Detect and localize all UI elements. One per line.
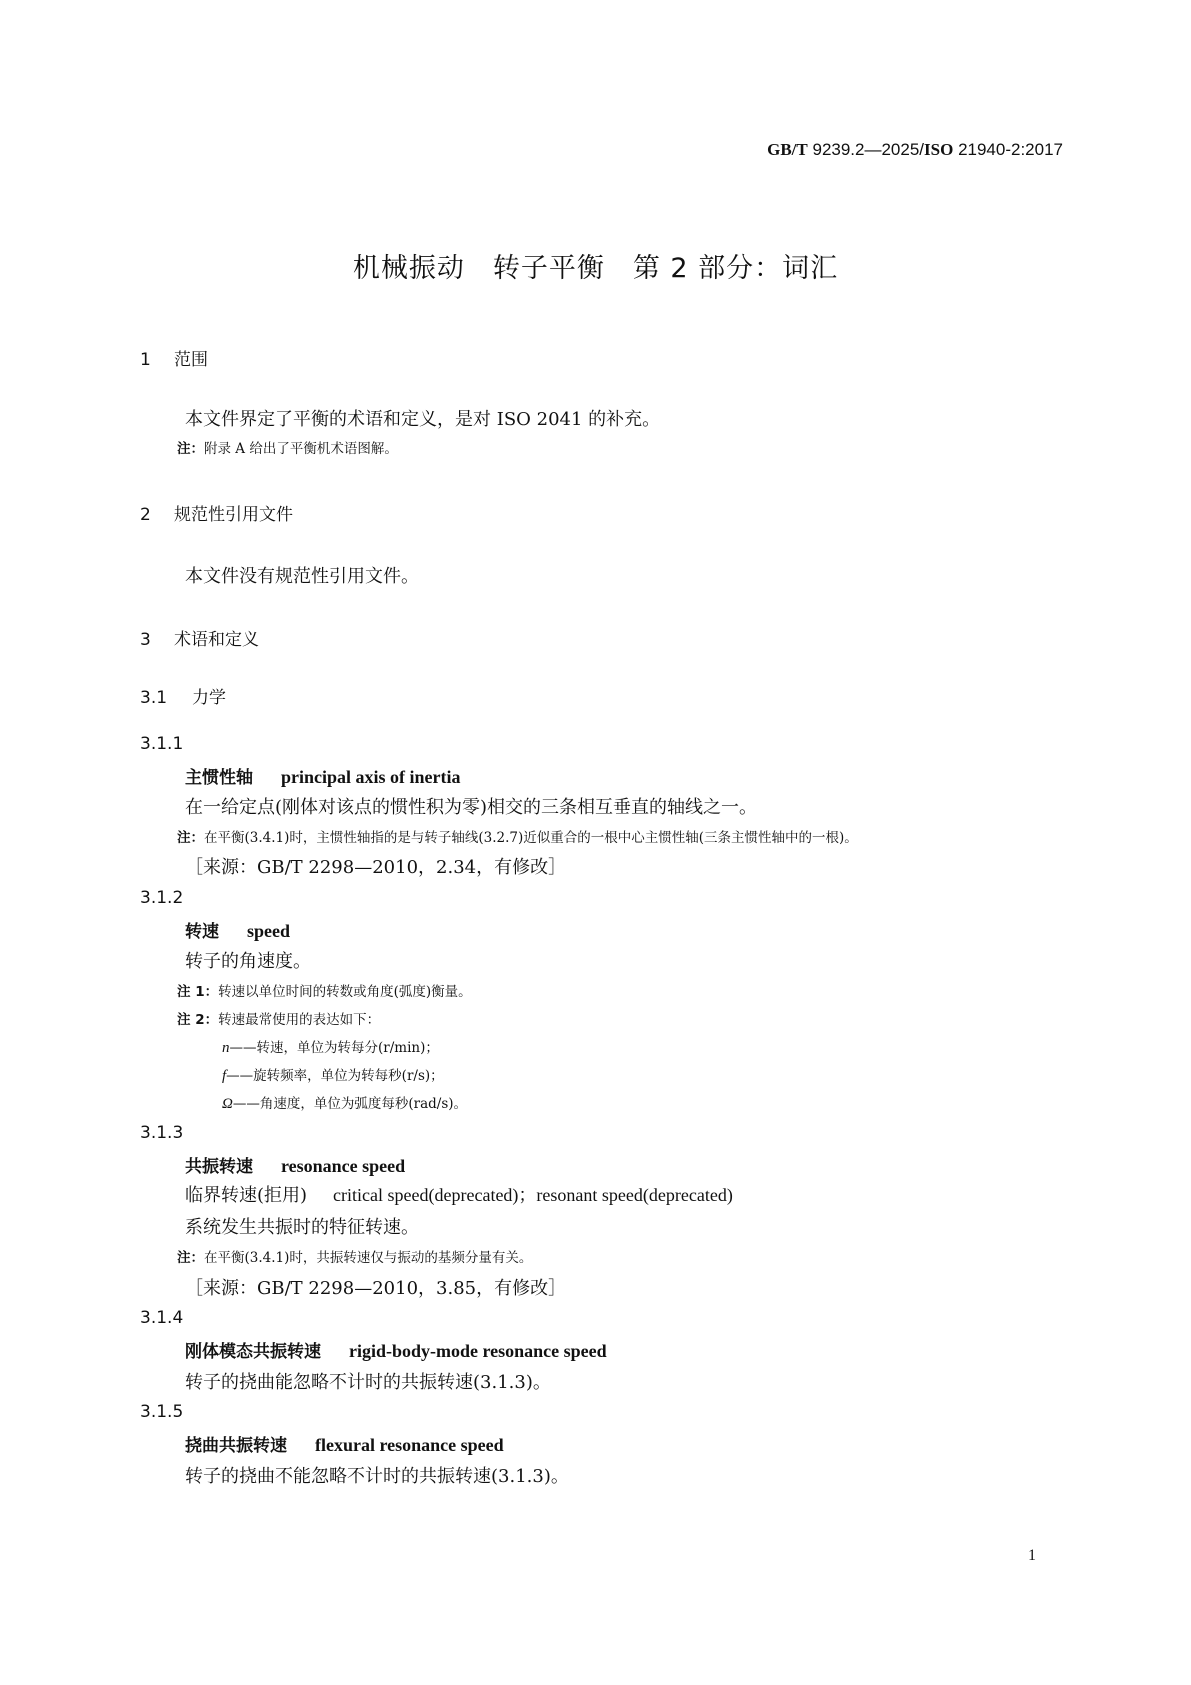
section-1-heading: 1 范围 — [140, 350, 208, 370]
section-3-heading: 3 术语和定义 — [140, 630, 259, 650]
term-3-1-4: 刚体模态共振转速 rigid-body-mode resonance speed — [185, 1341, 607, 1362]
section-2-paragraph: 本文件没有规范性引用文件。 — [185, 566, 419, 587]
symbol-omega-row: Ω——角速度，单位为弧度每秒(rad/s)。 — [222, 1096, 468, 1112]
term-3-1-5: 挠曲共振转速 flexural resonance speed — [185, 1435, 504, 1456]
section-2-heading: 2 规范性引用文件 — [140, 505, 293, 525]
document-title: 机械振动 转子平衡 第 2 部分：词汇 — [352, 253, 839, 284]
term-3-1-3-deprecated: 临界转速(拒用) critical speed(deprecated)；resonant speed(deprecated) — [185, 1185, 733, 1206]
term-3-1-1-definition: 在一给定点(刚体对该点的惯性积为零)相交的三条相互垂直的轴线之一。 — [185, 797, 758, 818]
section-3-1-heading: 3.1 力学 — [140, 688, 226, 708]
term-3-1-4-definition: 转子的挠曲能忽略不计时的共振转速(3.1.3)。 — [185, 1372, 551, 1393]
term-3-1-3: 共振转速 resonance speed — [185, 1156, 406, 1177]
term-3-1-1-number: 3.1.1 — [140, 734, 184, 754]
term-3-1-3-number: 3.1.3 — [140, 1123, 184, 1143]
term-3-1-5-number: 3.1.5 — [140, 1402, 184, 1422]
section-1-paragraph: 本文件界定了平衡的术语和定义，是对 ISO 2041 的补充。 — [185, 409, 661, 430]
term-3-1-4-number: 3.1.4 — [140, 1308, 184, 1328]
standard-code: GB/T 9239.2—2025/ISO 21940-2:2017 — [767, 140, 1063, 159]
term-3-1-1-note: 注：在平衡(3.4.1)时，主惯性轴指的是与转子轴线(3.2.7)近似重合的一根中心主惯性轴(三条主惯性轴中的一根)。 — [177, 830, 858, 846]
term-3-1-3-source: ［来源：GB/T 2298—2010，3.85，有修改］ — [185, 1278, 567, 1299]
term-3-1-2-number: 3.1.2 — [140, 888, 184, 908]
symbol-f-row: f——旋转频率，单位为转每秒(r/s)； — [222, 1068, 444, 1084]
term-3-1-2-note-1: 注 1：转速以单位时间的转数或角度(弧度)衡量。 — [177, 984, 472, 1000]
term-3-1-2: 转速 speed — [185, 921, 291, 942]
term-3-1-5-definition: 转子的挠曲不能忽略不计时的共振转速(3.1.3)。 — [185, 1466, 569, 1487]
term-3-1-1-source: ［来源：GB/T 2298—2010，2.34，有修改］ — [185, 857, 567, 878]
term-3-1-3-note: 注：在平衡(3.4.1)时，共振转速仅与振动的基频分量有关。 — [177, 1250, 533, 1266]
page-number: 1 — [1028, 1547, 1036, 1564]
term-3-1-3-definition: 系统发生共振时的特征转速。 — [185, 1217, 419, 1238]
term-3-1-1: 主惯性轴 principal axis of inertia — [185, 767, 461, 788]
section-1-note: 注：附录 A 给出了平衡机术语图解。 — [177, 441, 398, 457]
symbol-n-row: n——转速，单位为转每分(r/min)； — [222, 1040, 439, 1056]
term-3-1-2-definition: 转子的角速度。 — [185, 951, 311, 972]
term-3-1-2-note-2: 注 2：转速最常使用的表达如下： — [177, 1012, 381, 1028]
